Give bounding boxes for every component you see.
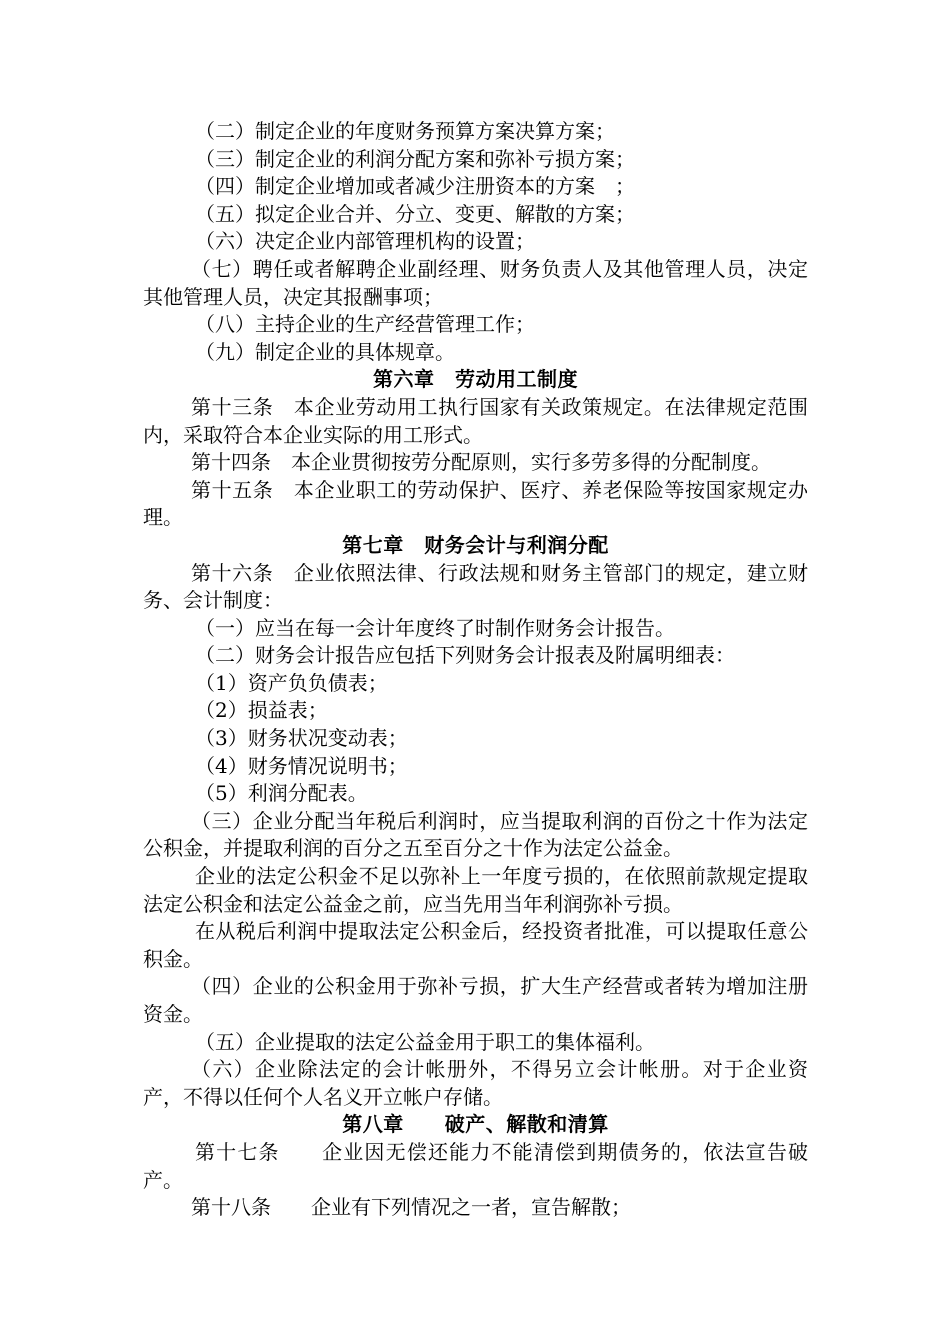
section-1: （一）应当在每一会计年度终了时制作财务会计报告。: [195, 615, 675, 640]
list-item-9: （九）制定企业的具体规章。: [195, 339, 455, 364]
section-3: （三）企业分配当年税后利润时，应当提取利润的百份之十作为法定公积金，并提取利润的百分之五至百分之十作为法定公益金。: [143, 808, 808, 861]
section-2: （二）财务会计报告应包括下列财务会计报表及附属明细表：: [195, 643, 735, 668]
chapter-6-heading: 第六章 劳动用工制度: [373, 367, 578, 392]
report-item-2: （2）损益表；: [195, 698, 328, 723]
article-18: 第十八条 企业有下列情况之一者，宣告解散；: [191, 1195, 631, 1220]
list-item-3: （三）制定企业的利润分配方案和弥补亏损方案；: [195, 146, 635, 171]
document-body: [143, 118, 808, 1222]
chapter-7-heading: 第七章 财务会计与利润分配: [342, 532, 609, 557]
list-item-6: （六）决定企业内部管理机构的设置；: [195, 229, 535, 254]
list-item-5: （五）拟定企业合并、分立、变更、解散的方案；: [195, 201, 635, 226]
list-item-7: （七）聘任或者解聘企业副经理、财务负责人及其他管理人员，决定其他管理人员，决定其报酬事项；: [143, 256, 808, 309]
section-3-paragraph-1: 企业的法定公积金不足以弥补上一年度亏损的，在依照前款规定提取法定公积金和法定公益金之前，应当先用当年利润弥补亏损。: [143, 864, 808, 916]
section-6: （六）企业除法定的会计帐册外，不得另立会计帐册。对于企业资产，不得以任何个人名义开立帐户存储。: [143, 1057, 808, 1109]
list-item-8: （八）主持企业的生产经营管理工作；: [195, 312, 535, 337]
article-16: 第十六条 企业依照法律、行政法规和财务主管部门的规定，建立财务、会计制度：: [143, 560, 808, 613]
report-item-4: （4）财务情况说明书；: [195, 753, 408, 778]
report-item-1: （1）资产负负债表；: [195, 670, 388, 695]
list-item-4: （四）制定企业增加或者减少注册资本的方案 ；: [195, 174, 635, 199]
article-17: 第十七条 企业因无偿还能力不能清偿到期债务的，依法宣告破产。: [143, 1139, 808, 1192]
article-15: 第十五条 本企业职工的劳动保护、医疗、养老保险等按国家规定办理。: [143, 477, 808, 530]
section-3-paragraph-2: 在从税后利润中提取法定公积金后，经投资者批准，可以提取任意公积金。: [143, 919, 808, 971]
chapter-8-heading: 第八章 破产、解散和清算: [342, 1112, 609, 1137]
article-13: 第十三条 本企业劳动用工执行国家有关政策规定。在法律规定范围内，采取符合本企业实际的用工形式。: [143, 394, 808, 447]
report-item-5: （5）利润分配表。: [195, 781, 368, 806]
list-item-2: （二）制定企业的年度财务预算方案决算方案；: [195, 119, 615, 143]
article-14: 第十四条 本企业贯彻按劳分配原则，实行多劳多得的分配制度。: [191, 450, 771, 475]
report-item-3: （3）财务状况变动表；: [195, 726, 408, 751]
section-4: （四）企业的公积金用于弥补亏损，扩大生产经营或者转为增加注册资金。: [143, 974, 808, 1026]
section-5: （五）企业提取的法定公益金用于职工的集体福利。: [195, 1029, 655, 1054]
